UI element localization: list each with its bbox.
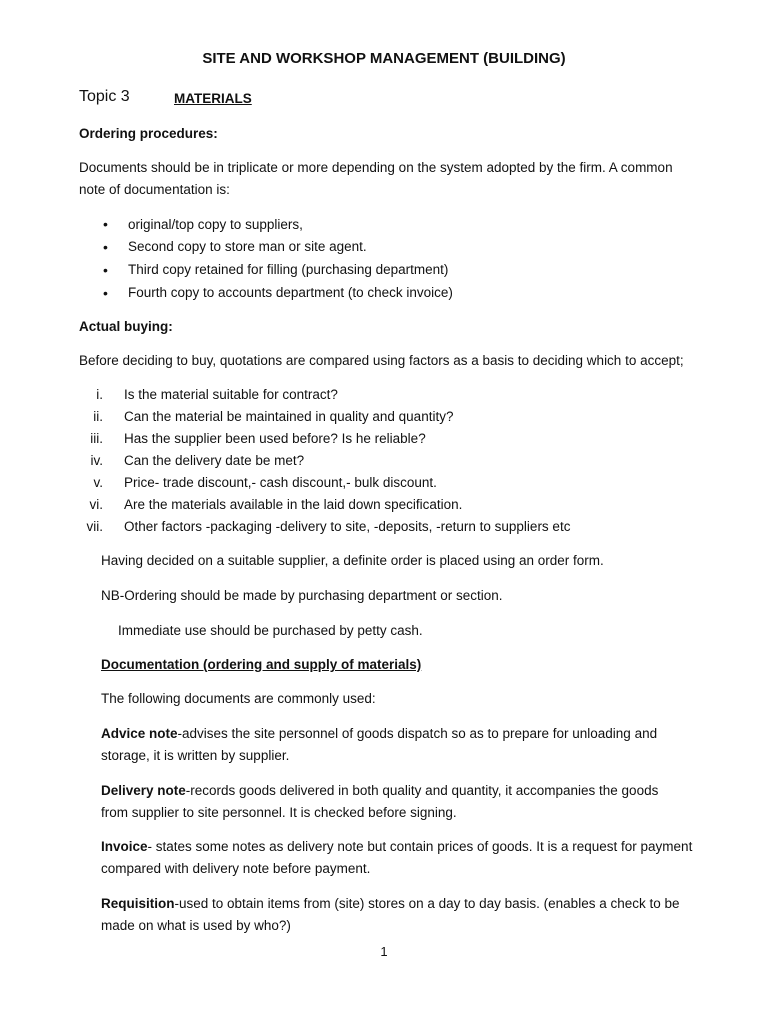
delivery-note-line2: from supplier to site personnel. It is checked before signing. — [101, 805, 457, 820]
advice-note-line2: storage, it is written by supplier. — [101, 748, 290, 763]
invoice-term: Invoice — [101, 839, 148, 854]
delivery-note-line1 — [101, 780, 658, 802]
bullet-icon: • — [103, 285, 108, 301]
list-item: Can the material be maintained in quality and quantity? — [124, 409, 454, 424]
list-item: Price- trade discount,- cash discount,- bulk discount. — [124, 475, 437, 490]
advice-note-term: Advice note — [101, 726, 178, 741]
page-number: 1 — [380, 944, 388, 959]
list-item: original/top copy to suppliers, — [128, 217, 303, 232]
ordering-heading: Ordering procedures: — [79, 126, 218, 141]
list-number: vii. — [86, 519, 103, 534]
bullet-icon: • — [103, 262, 108, 278]
advice-note-text: -advises the site personnel of goods dispatch so as to prepare for unloading and — [177, 726, 658, 741]
invoice-line2: compared with delivery note before payment. — [101, 861, 371, 876]
invoice-text: - states some notes as delivery note but contain prices of goods. It is a request for payment — [147, 839, 693, 854]
requisition-text: -used to obtain items from (site) stores on a day to day basis. (enables a check to be — [174, 896, 680, 911]
topic-label: Topic 3 — [79, 88, 130, 105]
ordering-intro-line1: Documents should be in triplicate or more depending on the system adopted by the firm. A common — [79, 160, 673, 175]
list-item: Other factors -packaging -delivery to site, -deposits, -return to suppliers etc — [124, 519, 571, 534]
list-item: Is the material suitable for contract? — [124, 387, 338, 402]
list-number: vi. — [89, 497, 103, 512]
list-item: Second copy to store man or site agent. — [128, 239, 367, 254]
list-item: Fourth copy to accounts department (to check invoice) — [128, 285, 453, 300]
advice-note-line1 — [101, 723, 657, 745]
buying-after-3: Immediate use should be purchased by petty cash. — [118, 623, 423, 638]
buying-after-1: Having decided on a suitable supplier, a definite order is placed using an order form. — [101, 553, 604, 568]
list-item: Has the supplier been used before? Is he reliable? — [124, 431, 426, 446]
documentation-intro: The following documents are commonly used: — [101, 691, 376, 706]
list-number: ii. — [93, 409, 103, 424]
list-item: Are the materials available in the laid down specification. — [124, 497, 463, 512]
delivery-note-text: -records goods delivered in both quality and quantity, it accompanies the goods — [185, 783, 659, 798]
list-item: Third copy retained for filling (purchasing department) — [128, 262, 449, 277]
requisition-term: Requisition — [101, 896, 175, 911]
requisition-line2: made on what is used by who?) — [101, 918, 291, 933]
list-number: iii. — [90, 431, 103, 446]
documentation-heading: Documentation (ordering and supply of materials) — [101, 657, 422, 672]
buying-after-2: NB-Ordering should be made by purchasing department or section. — [101, 588, 503, 603]
list-item: Can the delivery date be met? — [124, 453, 305, 468]
list-number: v. — [93, 475, 103, 490]
buying-heading: Actual buying: — [79, 319, 173, 334]
bullet-icon: • — [103, 216, 108, 232]
topic-name: MATERIALS — [174, 91, 252, 106]
buying-intro: Before deciding to buy, quotations are compared using factors as a basis to deciding which to accept; — [79, 353, 684, 368]
ordering-intro-line2: note of documentation is: — [79, 182, 230, 197]
list-number: iv. — [90, 453, 103, 468]
list-number: i. — [96, 387, 103, 402]
bullet-icon: • — [103, 239, 108, 255]
requisition-line1 — [101, 893, 680, 915]
delivery-note-term: Delivery note — [101, 783, 186, 798]
page-title: SITE AND WORKSHOP MANAGEMENT (BUILDING) — [202, 50, 566, 67]
invoice-line1 — [101, 836, 692, 858]
